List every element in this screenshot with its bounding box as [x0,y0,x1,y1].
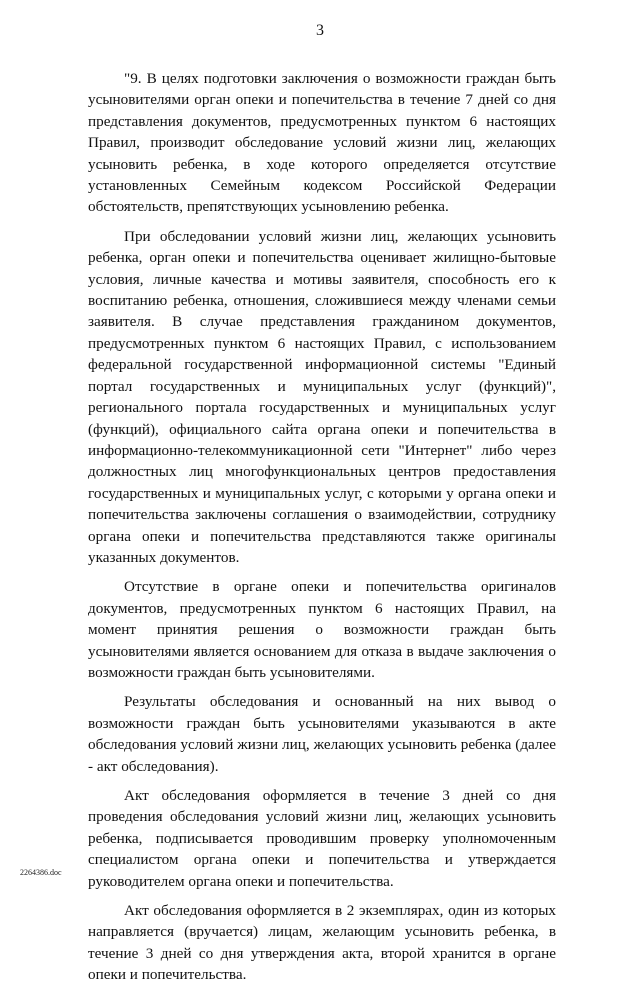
document-body [88,68,556,994]
paragraph-6: Акт обследования оформляется в 2 экземплярах, один из которых направляется (вручается) лицам, желающим усыновить ребенка, в течение 3 дней со дня утверждения акта, второй хранится в органе опеки и попечительства. [88,902,556,984]
paragraph-1: "9. В целях подготовки заключения о возможности граждан быть усыновителями орган опеки и попечительства в течение 7 дней со дня представления документов, предусмотренных пунктом 6 настоящих Правил, производит обследование условий жизни лиц, желающих усыновить ребенка, в ходе которого определяется отсутствие установленных Семейным кодексом Российской Федерации обстоятельств, препятствующих усыновлению ребенка. [88,70,556,216]
paragraph-5: Акт обследования оформляется в течение 3 дней со дня проведения обследования условий жизни лиц, желающих усыновить ребенка, подписывается проводившим проверку уполномоченным специалистом органа опеки и попечительства и утверждается руководителем органа опеки и попечительства. [88,787,556,890]
paragraph-3: Отсутствие в органе опеки и попечительства оригиналов документов, предусмотренных пунктом 6 настоящих Правил, на момент принятия решения о возможности граждан быть усыновителями является основанием для отказа в выдаче заключения о возможности граждан быть усыновителями. [88,578,556,681]
paragraph-2: При обследовании условий жизни лиц, желающих усыновить ребенка, орган опеки и попечительства оценивает жилищно-бытовые условия, личные качества и мотивы заявителя, способность его к воспитанию ребенка, отношения, сложившиеся между членами семьи заявителя. В случае представления гражданином документов, предусмотренных пунктом 6 настоящих Правил, с использованием федеральной государственной информационной системы "Единый портал государственных и муниципальных услуг (функций)", регионального портала государственных и муниципальных услуг (функций), официального сайта органа опеки и попечительства в информационно-телекоммуникационной сети "Интернет" либо через должностных лиц многофункциональных центров предоставления государственных и муниципальных услуг, с которыми у органа опеки и попечительства заключены соглашения о взаимодействии, сотруднику органа опеки и попечительства представляются также оригиналы указанных документов. [88,227,556,566]
footer-file-code: 2264386.doc [20,868,62,877]
paragraph-4: Результаты обследования и основанный на них вывод о возможности граждан быть усыновителями указываются в акте обследования условий жизни лиц, желающих усыновить ребенка (далее - акт обследования). [88,693,556,775]
page-number: 3 [316,22,324,39]
